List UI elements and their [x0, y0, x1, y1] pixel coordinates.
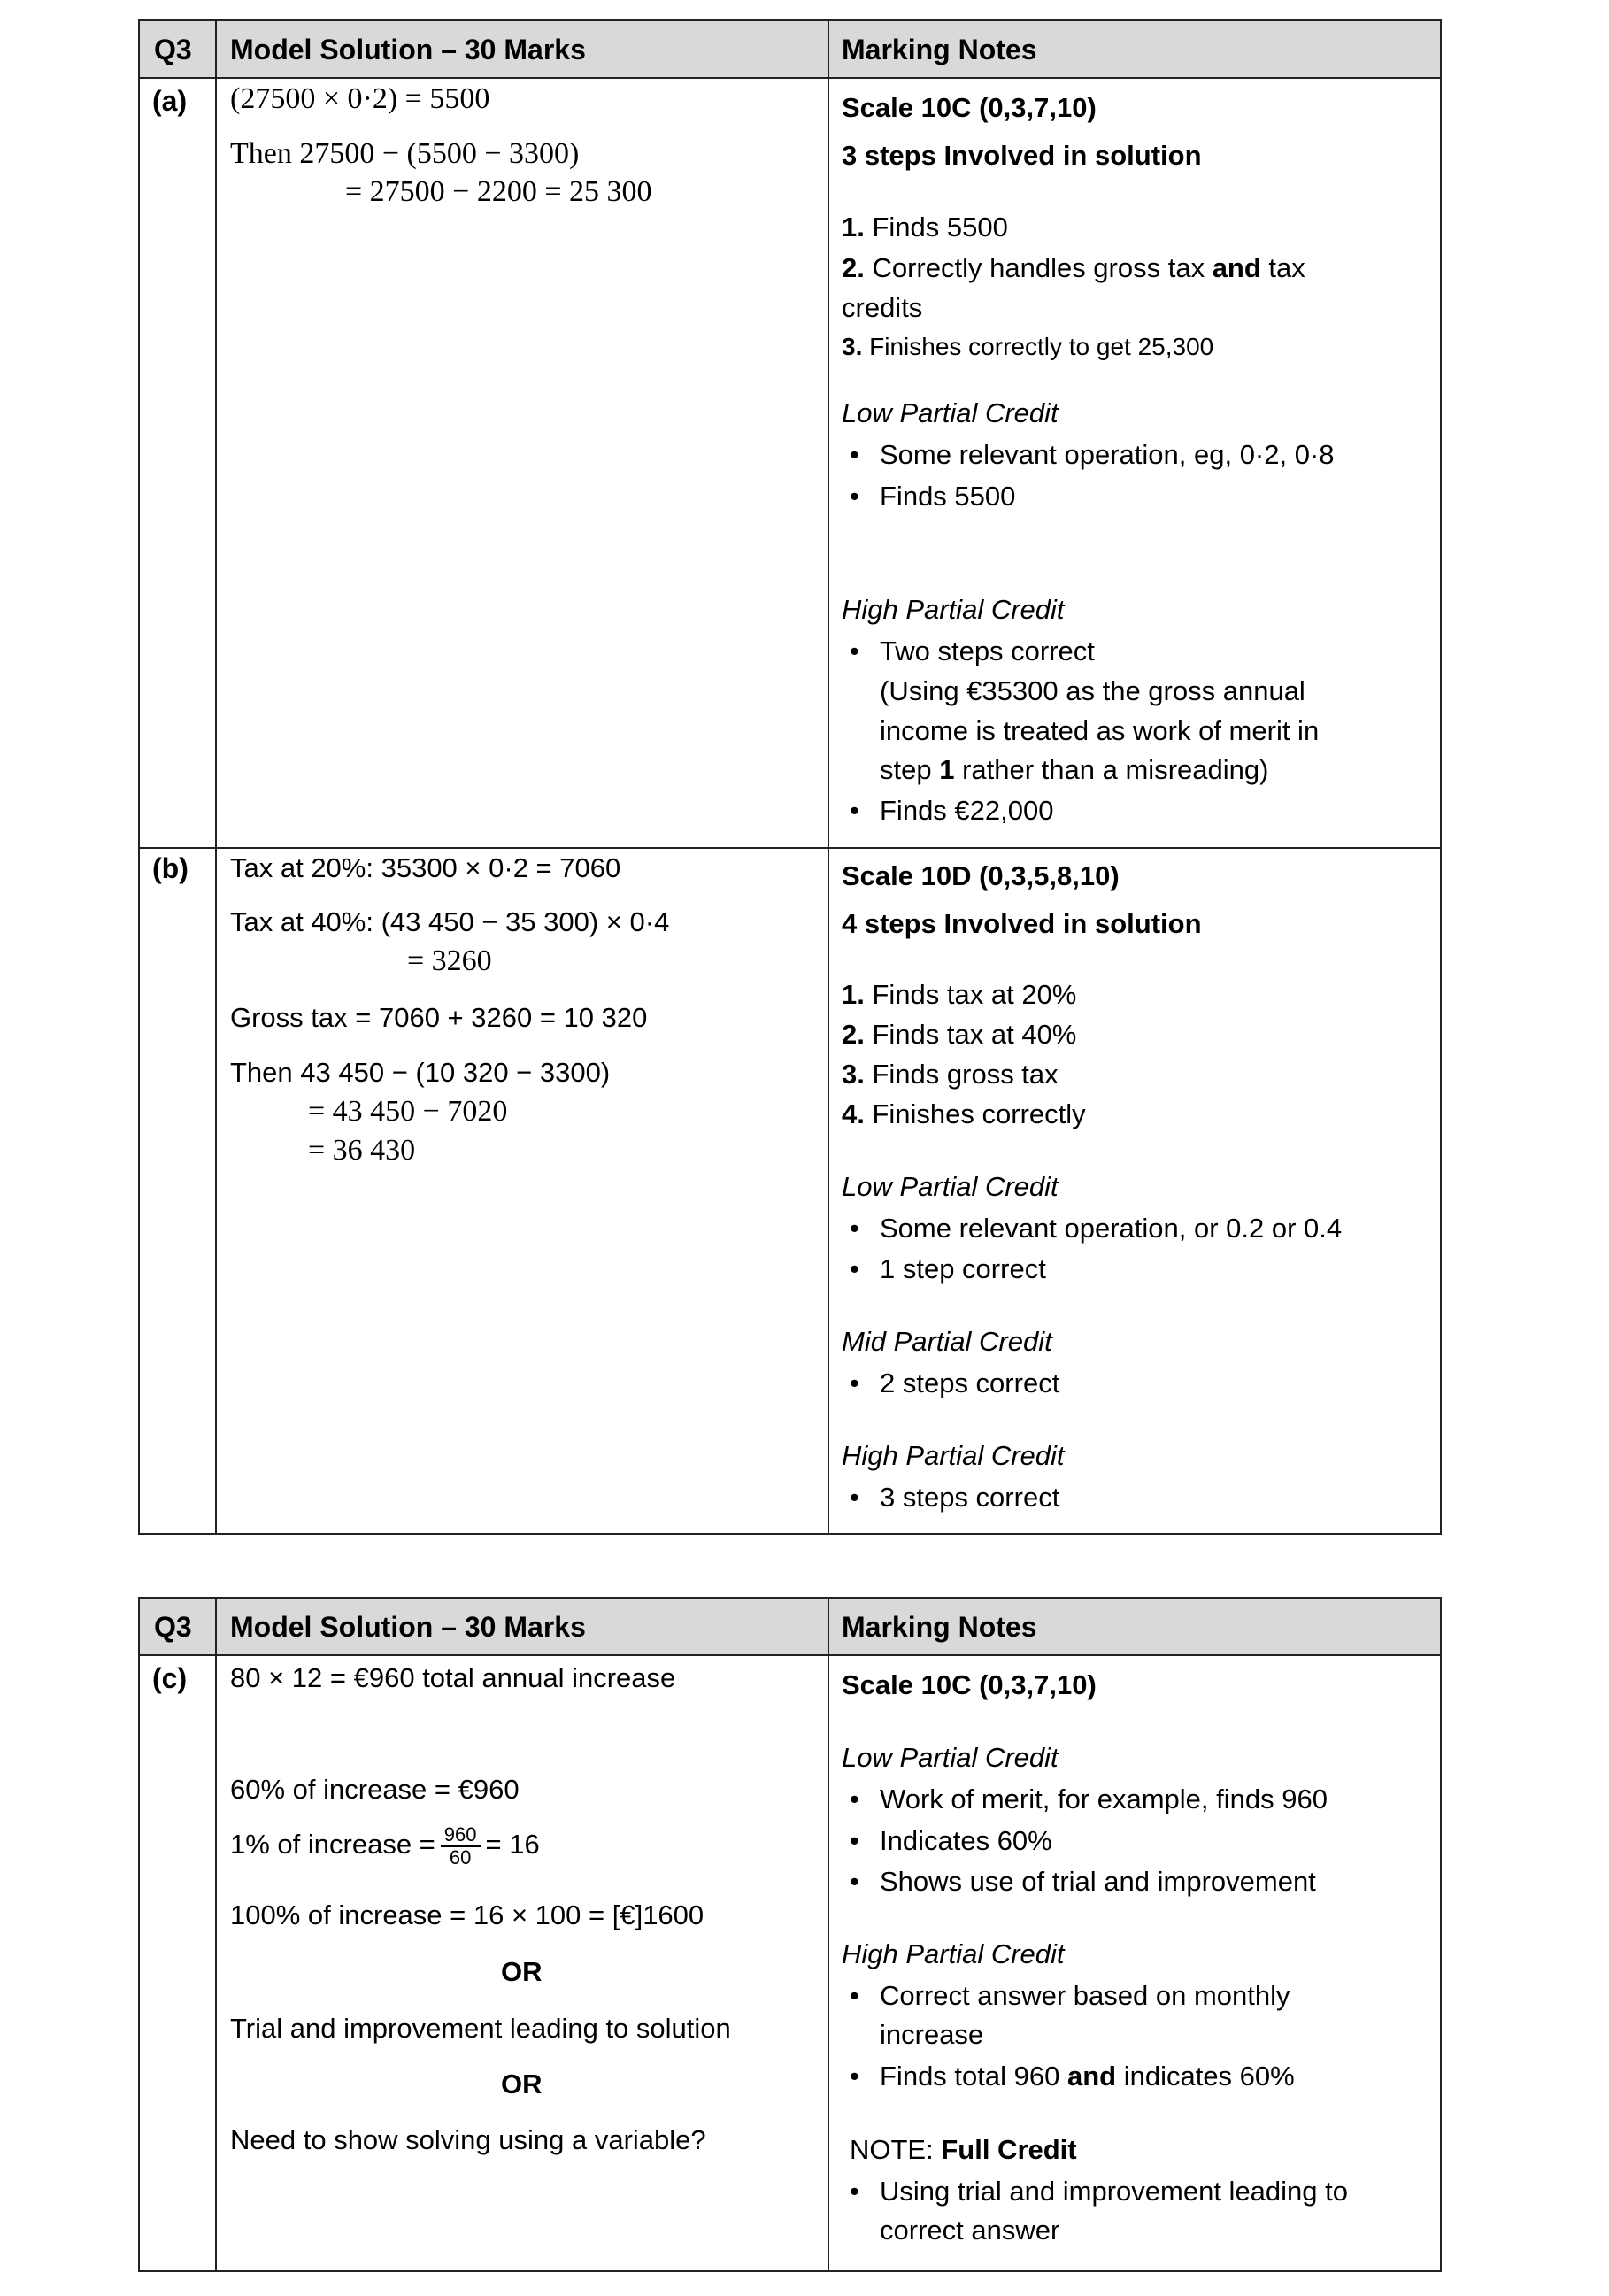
solution-column-header: Model Solution – 30 Marks	[230, 34, 586, 65]
step-text: Finishes correctly	[864, 1098, 1086, 1129]
part-c-low-title: Low Partial Credit	[842, 1742, 1059, 1773]
step-number: 2.	[842, 252, 865, 283]
q-label: Q3	[154, 1611, 192, 1643]
step-text: Finds tax at 20%	[864, 979, 1077, 1010]
q-label: Q3	[154, 34, 192, 65]
part-b-high-title: High Partial Credit	[842, 1440, 1065, 1471]
part-b-steps-title: 4 steps Involved in solution	[842, 908, 1202, 939]
part-b-scale: Scale 10D (0,3,5,8,10)	[842, 860, 1120, 891]
part-c-scale: Scale 10C (0,3,7,10)	[842, 1669, 1097, 1700]
divider	[215, 1599, 217, 2270]
step-text: tax	[1260, 252, 1305, 283]
step-number: 3.	[842, 1059, 865, 1090]
step-text: Finds gross tax	[864, 1059, 1059, 1090]
part-a-solution-line: (27500 × 0·2) = 5500	[230, 82, 490, 115]
part-c-note-title	[850, 2132, 1077, 2168]
part-c-high-item-cont: increase	[880, 2019, 984, 2050]
part-b-step	[842, 1057, 1059, 1092]
part-a-step-1	[842, 210, 1008, 245]
part-a-step-3	[842, 329, 1213, 365]
part-b-step	[842, 977, 1076, 1013]
fraction-denominator: 60	[449, 1845, 472, 1868]
part-b-label: (b)	[152, 852, 189, 884]
step-text: Finds 5500	[864, 212, 1008, 243]
notes-column-header: Marking Notes	[842, 1611, 1037, 1643]
part-b-step	[842, 1097, 1086, 1132]
part-b-high-item: • 3 steps correct	[880, 1480, 1059, 1515]
part-b-solution-line: Tax at 40%: (43 450 − 35 300) × 0·4	[230, 906, 670, 937]
part-b-solution-line: = 43 450 − 7020	[308, 1095, 508, 1128]
part-c-low-item: • Indicates 60%	[880, 1823, 1052, 1859]
equation-text: 1% of increase =	[230, 1829, 435, 1860]
part-b-mid-item: • 2 steps correct	[880, 1366, 1059, 1401]
part-a-high-item: • Two steps correct	[880, 634, 1095, 669]
note-label-bold: Full Credit	[941, 2134, 1077, 2165]
step-number: 3.	[842, 333, 863, 360]
note-text-bold: 1	[939, 754, 955, 785]
part-c-solution-line: Trial and improvement leading to solution	[230, 2013, 731, 2044]
solution-column-header: Model Solution – 30 Marks	[230, 1611, 586, 1643]
step-number: 2.	[842, 1019, 865, 1050]
part-a-step-2	[842, 250, 1305, 286]
marking-table-1	[138, 19, 1442, 1535]
part-c-note-item: • Using trial and improvement leading to	[880, 2174, 1348, 2209]
part-c-low-item: • Shows use of trial and improvement	[880, 1864, 1316, 1899]
part-c-high-title: High Partial Credit	[842, 1938, 1065, 1969]
equation-text: = 16	[485, 1829, 540, 1860]
part-c-note-item-cont: correct answer	[880, 2215, 1060, 2246]
item-text-bold: and	[1066, 2061, 1117, 2092]
row-divider	[140, 847, 1440, 849]
part-c-solution-line: 60% of increase = €960	[230, 1774, 520, 1805]
item-text: Finds total 960	[880, 2061, 1067, 2092]
part-b-low-item: • 1 step correct	[880, 1252, 1046, 1287]
part-a-high-note	[880, 752, 1268, 788]
part-c-high-item: • Correct answer based on monthly	[880, 1978, 1290, 2014]
part-b-solution-line: Tax at 20%: 35300 × 0·2 = 7060	[230, 852, 621, 883]
part-a-label: (a)	[152, 85, 188, 117]
part-c-label: (c)	[152, 1662, 188, 1694]
part-b-step	[842, 1017, 1076, 1052]
item-text: indicates 60%	[1116, 2061, 1295, 2092]
part-a-high-note: income is treated as work of merit in	[880, 715, 1320, 746]
step-text: Finds tax at 40%	[864, 1019, 1077, 1050]
part-a-solution-line: Then 27500 − (5500 − 3300)	[230, 137, 580, 170]
part-a-scale: Scale 10C (0,3,7,10)	[842, 92, 1097, 123]
part-a-low-title: Low Partial Credit	[842, 397, 1059, 428]
step-text-bold: and	[1212, 252, 1261, 283]
step-text: Correctly handles gross tax	[864, 252, 1213, 283]
part-c-solution-line: Need to show solving using a variable?	[230, 2124, 706, 2155]
step-number: 1.	[842, 212, 865, 243]
part-b-solution-line: Gross tax = 7060 + 3260 = 10 320	[230, 1002, 648, 1033]
part-b-solution-line: = 3260	[407, 944, 492, 977]
part-a-step-2-cont: credits	[842, 292, 923, 323]
step-text: Finishes correctly to get 25,300	[862, 333, 1214, 360]
part-a-low-item: • Finds 5500	[880, 479, 1015, 514]
part-a-low-item: • Some relevant operation, eg, 0·2, 0·8	[880, 437, 1335, 473]
part-c-high-item	[880, 2059, 1295, 2094]
fraction	[441, 1824, 481, 1868]
divider	[828, 21, 829, 1533]
or-separator: OR	[501, 2069, 543, 2100]
note-text: step	[880, 754, 940, 785]
part-c-solution-line	[230, 1822, 540, 1868]
part-c-low-item: • Work of merit, for example, finds 960	[880, 1782, 1328, 1817]
part-a-high-title: High Partial Credit	[842, 594, 1065, 625]
part-b-low-title: Low Partial Credit	[842, 1171, 1059, 1202]
part-b-mid-title: Mid Partial Credit	[842, 1326, 1052, 1357]
part-c-solution-line: 100% of increase = 16 × 100 = [€]1600	[230, 1899, 704, 1930]
part-b-low-item: • Some relevant operation, or 0.2 or 0.4	[880, 1211, 1342, 1246]
part-a-solution-line: = 27500 − 2200 = 25 300	[345, 175, 652, 208]
part-a-steps-title: 3 steps Involved in solution	[842, 140, 1202, 171]
divider	[215, 21, 217, 1533]
part-b-solution-line: Then 43 450 − (10 320 − 3300)	[230, 1057, 611, 1088]
part-c-solution-line: 80 × 12 = €960 total annual increase	[230, 1662, 676, 1693]
step-number: 4.	[842, 1098, 865, 1129]
note-label: NOTE:	[850, 2134, 942, 2165]
part-b-solution-line: = 36 430	[308, 1134, 416, 1167]
part-a-high-item: • Finds €22,000	[880, 793, 1053, 828]
notes-column-header: Marking Notes	[842, 34, 1037, 65]
fraction-numerator: 960	[441, 1824, 481, 1847]
step-number: 1.	[842, 979, 865, 1010]
or-separator: OR	[501, 1956, 543, 1987]
part-a-high-note: (Using €35300 as the gross annual	[880, 675, 1305, 706]
divider	[828, 1599, 829, 2270]
note-text: rather than a misreading)	[954, 754, 1269, 785]
marking-table-2	[138, 1597, 1442, 2272]
